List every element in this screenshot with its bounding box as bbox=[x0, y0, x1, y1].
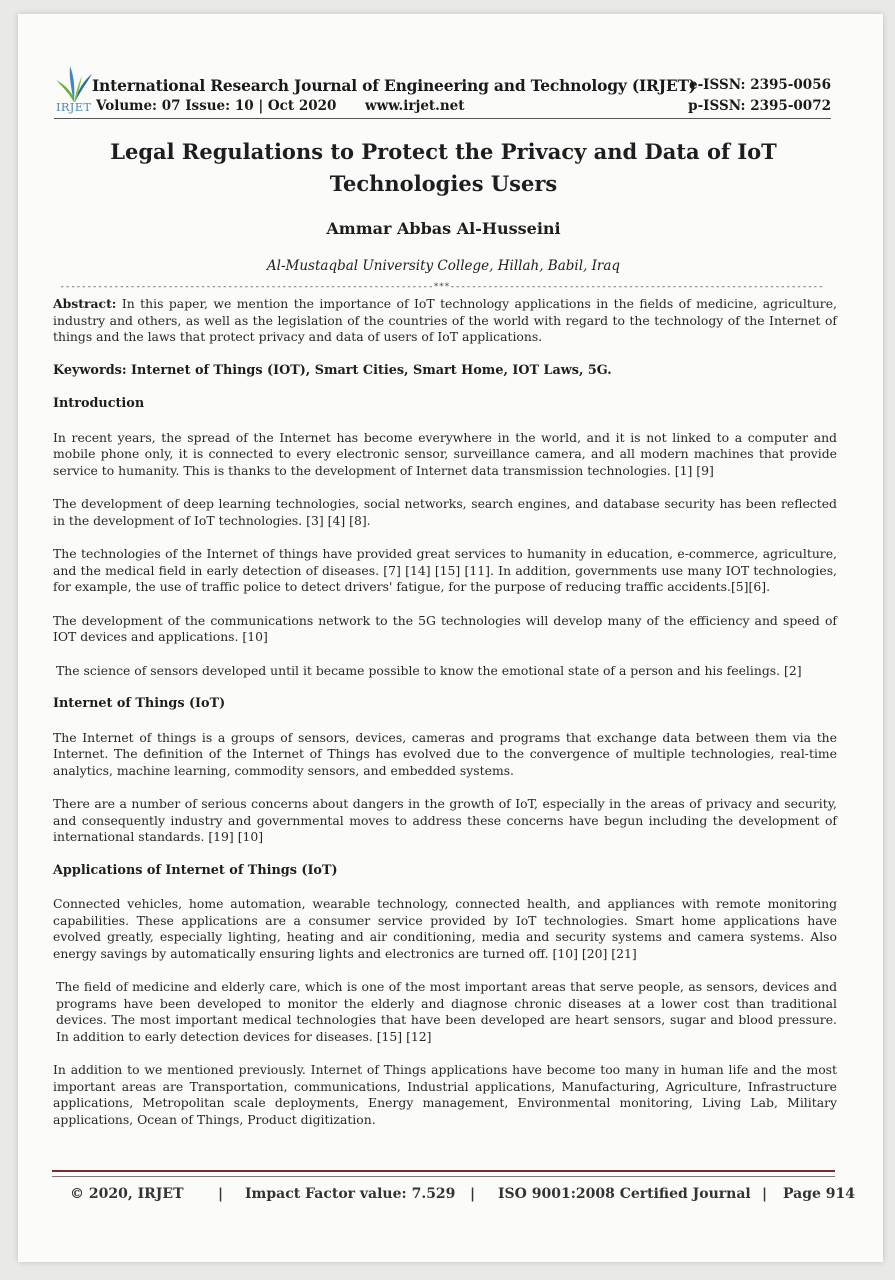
paragraph: The science of sensors developed until it became possible to know the emotional state of a person and his feelings. [2] bbox=[56, 662, 802, 678]
impact-label: Impact Factor value: bbox=[245, 1186, 407, 1202]
paper-page bbox=[18, 14, 883, 1262]
paragraph: In recent years, the spread of the Internet has become everywhere in the world, and it is not linked to a computer and mobile phone only, it is connected to every electronic sensor, surveillance camera, and all modern machines that provide service to humanity. This is thanks to the development of Internet data transmission technologies. [1] [9] bbox=[53, 429, 837, 478]
paper-title: Legal Regulations to Protect the Privacy and Data of IoT Technologies Users bbox=[110, 139, 777, 196]
footer-divider-thin bbox=[52, 1176, 835, 1177]
author-name: Ammar Abbas Al-Husseini bbox=[326, 219, 561, 238]
paragraph: Connected vehicles, home automation, wearable technology, connected health, and appliances with remote monitoring capabilities. These applications are a consumer service provided by IoT technologies. Smart home applications have evolved greatly, especially lighting, heating and air conditioning, media and security systems and camera systems. Also energy savings by automatically ensuring lights and electronics are turned off. [10] [20] [21] bbox=[53, 896, 837, 961]
footer-impact-factor bbox=[245, 1186, 455, 1202]
paragraph: The development of deep learning technologies, social networks, search engines, and database security has been reflected in the development of IoT technologies. [3] [4] [8]. bbox=[53, 496, 837, 528]
section-separator: ---------------------------------------------------------------------***--------------------------------------------------------------------- bbox=[59, 282, 824, 292]
footer-separator: | bbox=[762, 1186, 768, 1202]
keywords: Keywords: Internet of Things (IOT), Smart Cities, Smart Home, IOT Laws, 5G. bbox=[53, 362, 612, 378]
journal-name: International Research Journal of Engineering and Technology (IRJET) bbox=[92, 76, 696, 95]
paper-body bbox=[53, 296, 837, 1145]
author-affiliation: Al-Mustaqbal University College, Hillah, Babil, Iraq bbox=[266, 258, 621, 274]
e-issn: e-ISSN: 2395-0056 bbox=[688, 77, 831, 93]
header-divider bbox=[54, 118, 831, 119]
logo-text: IRJET bbox=[56, 100, 92, 114]
paragraph: The Internet of things is a groups of sensors, devices, cameras and programs that exchange data between them via the Internet. The definition of the Internet of Things has evolved due to the convergence of multiple technologies, real-time analytics, machine learning, commodity sensors, and embedded systems. bbox=[53, 729, 837, 778]
impact-value: 7.529 bbox=[411, 1186, 456, 1202]
abstract bbox=[53, 296, 837, 346]
footer-separator: | bbox=[470, 1186, 476, 1202]
section-heading-iot: Internet of Things (IoT) bbox=[53, 696, 226, 711]
paragraph: The development of the communications network to the 5G technologies will develop many of the efficiency and speed of IOT devices and applications. [10] bbox=[53, 612, 837, 644]
abstract-label: Abstract: bbox=[53, 296, 117, 311]
footer-separator: | bbox=[218, 1186, 224, 1202]
journal-website-link[interactable]: www.irjet.net bbox=[365, 98, 465, 114]
paragraph: The technologies of the Internet of things have provided great services to humanity in education, e-commerce, agriculture, and the medical field in early detection of diseases. [7] [14] [15] [11]. In addition, governments use many IOT technologies, for example, the use of traffic police to detect drivers' fatigue, for the purpose of reducing traffic accidents.[5][6]. bbox=[53, 546, 837, 594]
paragraph: The field of medicine and elderly care, which is one of the most important areas that serve people, as sensors, devices and programs have been developed to monitor the elderly and diagnose chronic diseases at a lower cost than traditional devices. The most important medical technologies that have been developed are heart sensors, sugar and blood pressure. In addition to early detection devices for diseases. [15] [12] bbox=[56, 979, 837, 1044]
footer-copyright: © 2020, IRJET bbox=[70, 1186, 184, 1202]
abstract-text: In this paper, we mention the importance of IoT technology applications in the fields of medicine, agriculture, industry and others, as well as the legislation of the countries of the world with regard to the technology of the Internet of things and the laws that protect privacy and data of users of IoT applications. bbox=[53, 296, 837, 344]
section-heading-introduction: Introduction bbox=[53, 396, 145, 411]
page-number: Page 914 bbox=[783, 1186, 856, 1202]
p-issn: p-ISSN: 2395-0072 bbox=[688, 98, 831, 114]
volume-issue: Volume: 07 Issue: 10 | Oct 2020 bbox=[96, 98, 337, 114]
paragraph: There are a number of serious concerns about dangers in the growth of IoT, especially in the areas of privacy and security, and consequently industry and governmental moves to address these concerns have begun including the development of international standards. [19] [10] bbox=[53, 796, 837, 844]
paragraph: In addition to we mentioned previously. Internet of Things applications have become too many in human life and the most important areas are Transportation, communications, Industrial applications, Manufacturing, Agriculture, Infrastructure applications, Metropolitan scale deployments, Energy management, Environmental monitoring, Living Lab, Military applications, Ocean of Things, Product digitization. bbox=[53, 1062, 837, 1127]
section-heading-applications: Applications of Internet of Things (IoT) bbox=[53, 862, 338, 878]
footer-divider-thick bbox=[52, 1170, 835, 1172]
footer-iso: ISO 9001:2008 Certified Journal bbox=[498, 1186, 751, 1202]
